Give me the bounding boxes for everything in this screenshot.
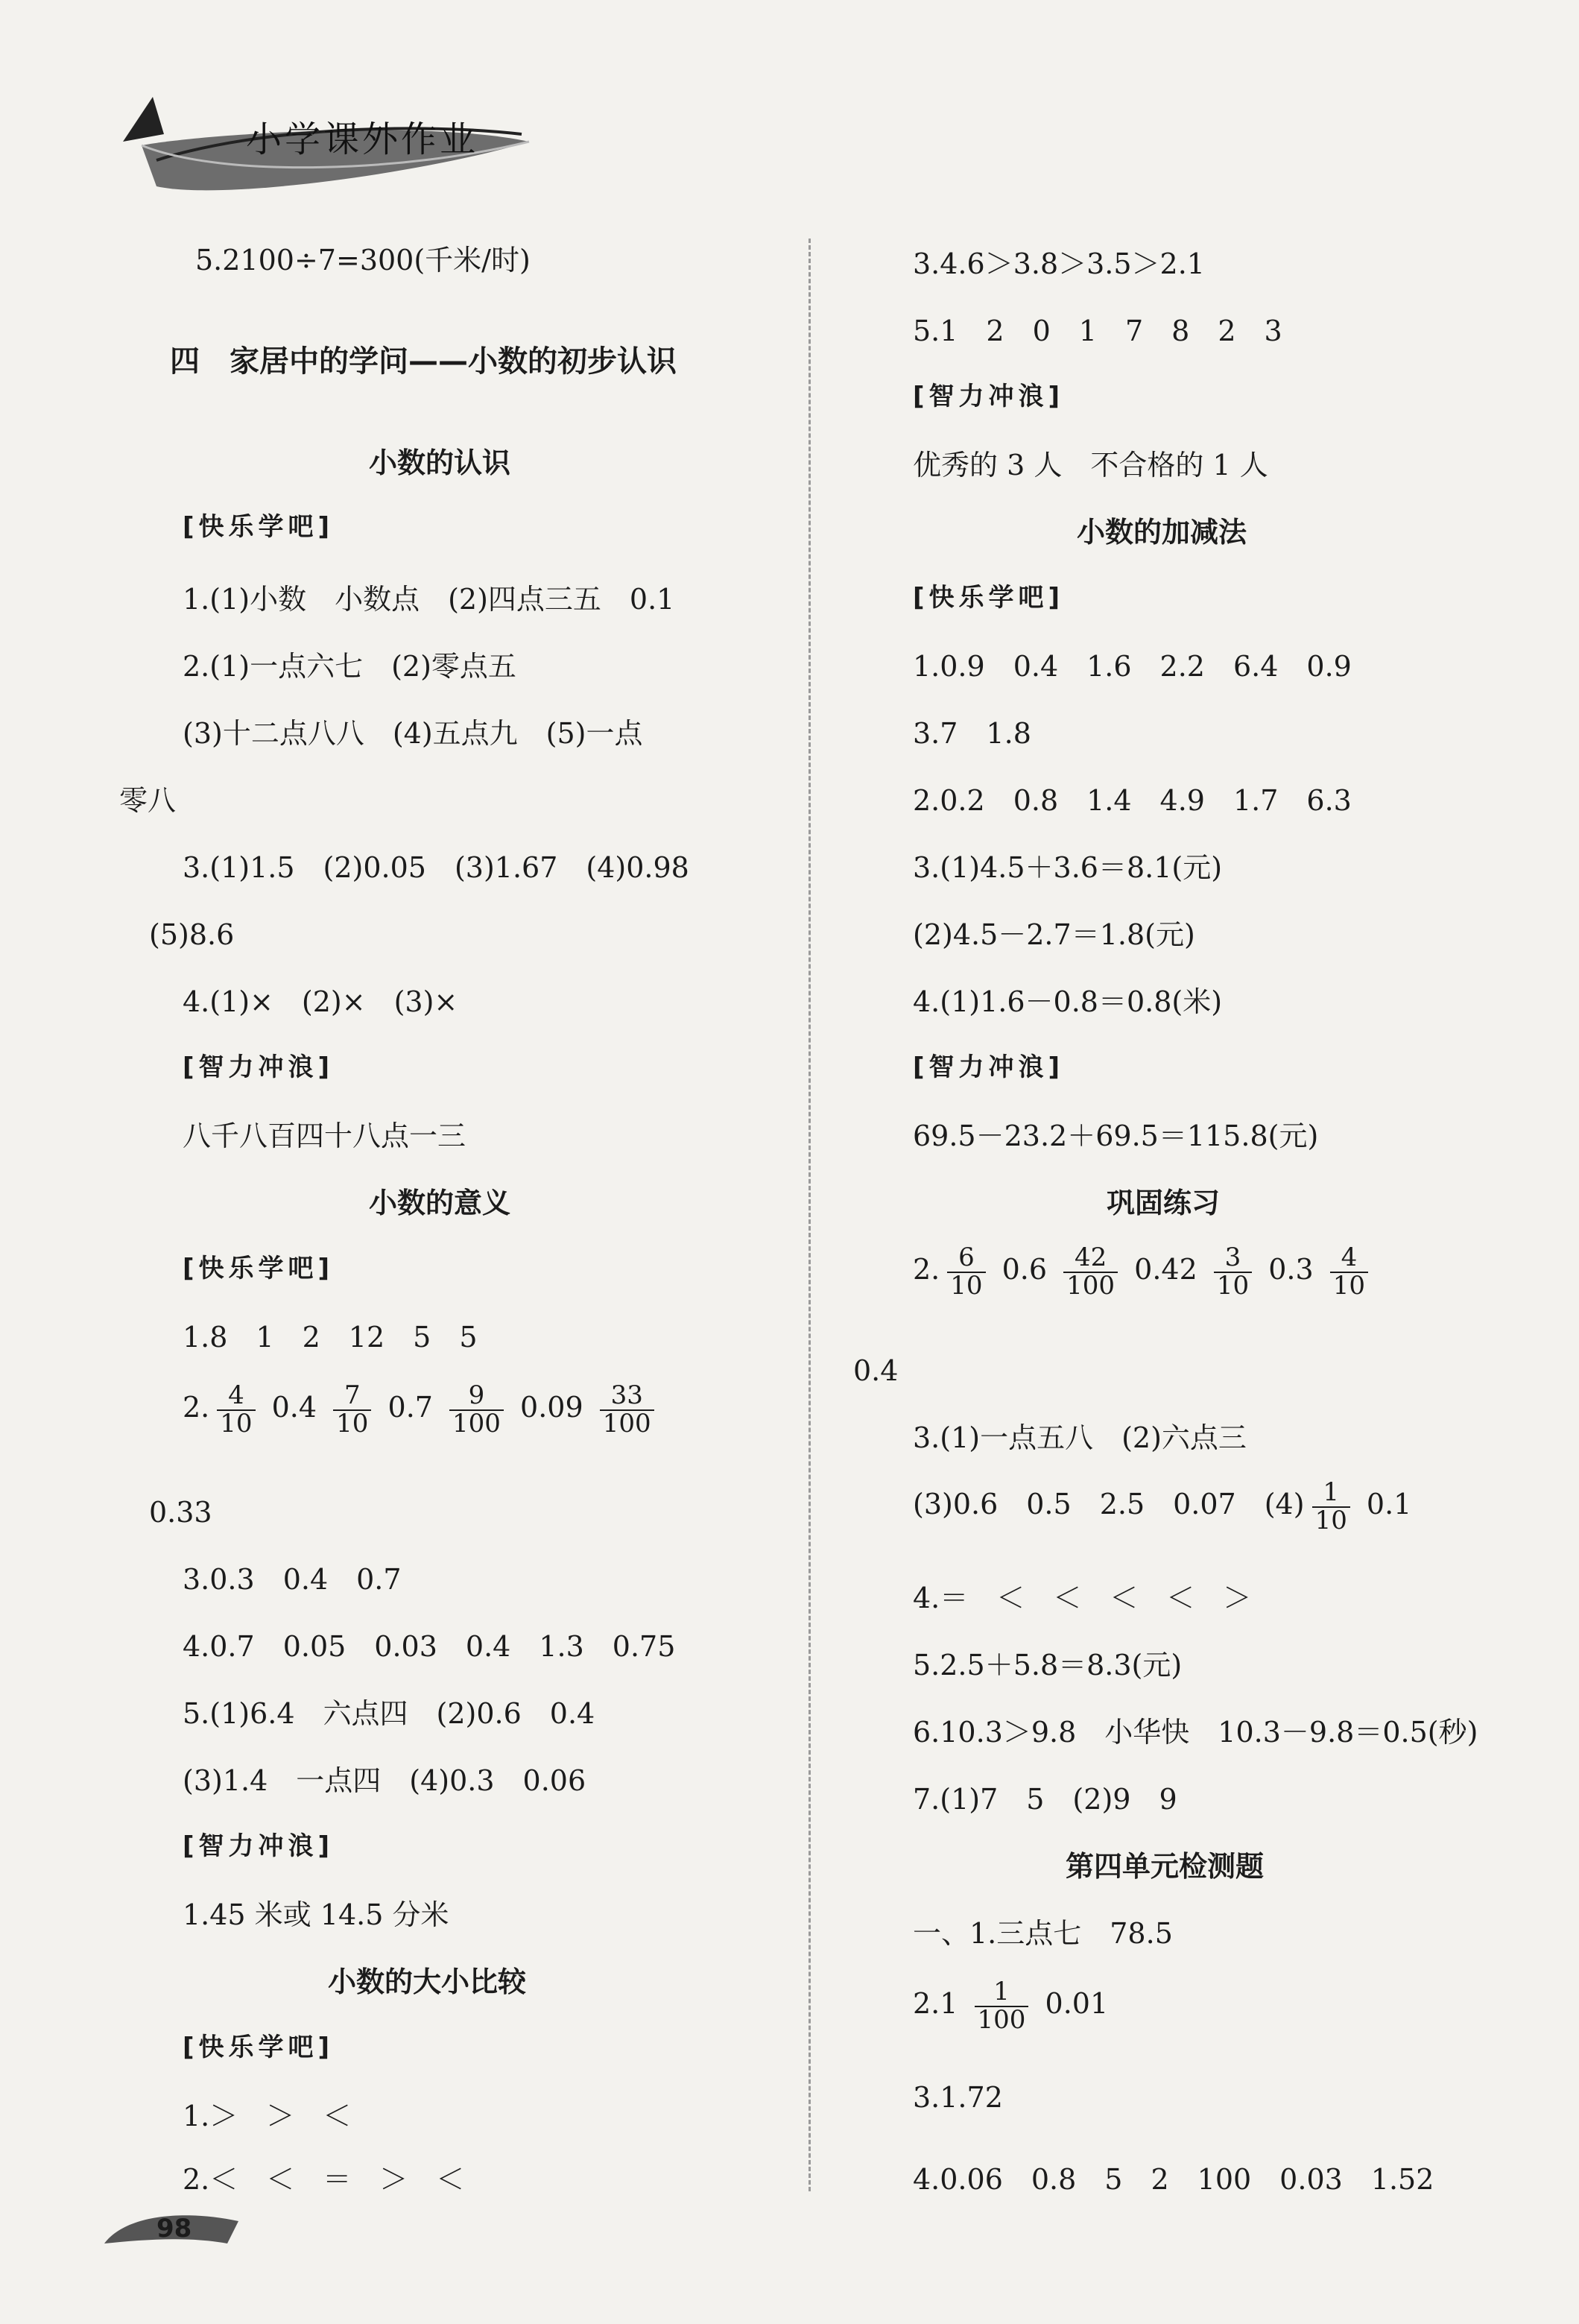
answer-line: 4.(1)× (2)× (3)×	[183, 985, 458, 1018]
answer-line: 0.33	[149, 1496, 212, 1529]
decimal: 0.6	[1001, 1253, 1048, 1286]
answer-line: (5)8.6	[149, 918, 235, 951]
numerator: 1	[1312, 1480, 1350, 1508]
denominator: 10	[1314, 1505, 1347, 1535]
numerator: 1	[975, 1979, 1029, 2007]
fraction	[449, 1380, 504, 1439]
section-title: 巩固练习	[1107, 1187, 1221, 1219]
section-tag: [智力冲浪]	[913, 1052, 1065, 1082]
answer-line: 1.45 米或 14.5 分米	[183, 1898, 449, 1931]
section-title: 小数的认识	[369, 446, 511, 479]
answer-line: 2.(1)一点六七 (2)零点五	[183, 650, 516, 683]
answer-line: 3.0.3 0.4 0.7	[183, 1563, 402, 1596]
answer-line: 4.＝ ＜ ＜ ＜ ＜ ＞	[913, 1582, 1252, 1614]
section-title: 小数的意义	[369, 1187, 511, 1219]
answer-line: 1.8 1 2 12 5 5	[183, 1321, 478, 1354]
section-tag: [快乐学吧]	[913, 583, 1065, 613]
answer-line: 优秀的 3 人 不合格的 1 人	[913, 449, 1268, 481]
denominator: 10	[1216, 1270, 1250, 1301]
decimal: 0.09	[520, 1391, 583, 1424]
decimal: 0.3	[1268, 1253, 1314, 1286]
fraction	[217, 1380, 255, 1439]
answer-line: 零八	[119, 784, 177, 817]
fraction	[975, 1979, 1029, 2033]
section-title: 小数的加减法	[1077, 516, 1247, 549]
section-tag: [快乐学吧]	[183, 1254, 335, 1283]
answer-line: 7.(1)7 5 (2)9 9	[913, 1783, 1177, 1816]
numerator: 9	[449, 1383, 504, 1411]
answer-line: 3.4.6＞3.8＞3.5＞2.1	[913, 247, 1205, 280]
decimal: 0.42	[1134, 1253, 1197, 1286]
fraction-line	[913, 1242, 1376, 1301]
answer-line: 5.(1)6.4 六点四 (2)0.6 0.4	[183, 1697, 595, 1730]
decimal: 0.01	[1045, 1987, 1109, 2021]
numerator: 4	[1330, 1245, 1368, 1273]
section-tag: [智力冲浪]	[913, 382, 1065, 411]
numerator: 3	[1214, 1245, 1252, 1273]
answer-line: 4.0.06 0.8 5 2 100 0.03 1.52	[913, 2163, 1434, 2196]
fraction	[1214, 1242, 1252, 1301]
answer-line: 3.(1)1.5 (2)0.05 (3)1.67 (4)0.98	[183, 851, 689, 884]
chapter-title: 四 家居中的学问——小数的初步认识	[170, 344, 677, 379]
answer-line: 3.(1)一点五八 (2)六点三	[913, 1421, 1247, 1454]
page-number-badge	[97, 2199, 246, 2258]
answer-line: 6.10.3＞9.8 小华快 10.3－9.8＝0.5(秒)	[913, 1716, 1478, 1749]
item-number: 2.	[183, 1391, 210, 1424]
fraction	[947, 1242, 985, 1301]
section-tag: [快乐学吧]	[183, 2033, 335, 2062]
item-number: 2.	[913, 1253, 940, 1286]
denominator: 10	[950, 1270, 983, 1301]
denominator: 10	[336, 1408, 369, 1439]
answer-line: (2)4.5－2.7＝1.8(元)	[913, 918, 1195, 951]
page-number: 98	[156, 2214, 192, 2244]
answer-line: 3.7 1.8	[913, 717, 1031, 750]
denominator: 100	[1066, 1270, 1116, 1301]
answer-text: (3)0.6 0.5 2.5 0.07 (4)	[913, 1488, 1305, 1521]
answer-line: 5.2100÷7=300(千米/时)	[195, 244, 531, 277]
answer-line: 1.(1)小数 小数点 (2)四点三五 0.1	[183, 583, 675, 616]
decimal: 0.4	[271, 1391, 317, 1424]
answer-line: 2.＜ ＜ ＝ ＞ ＜	[183, 2163, 465, 2196]
denominator: 100	[602, 1408, 651, 1439]
answer-line: 1.0.9 0.4 1.6 2.2 6.4 0.9	[913, 650, 1352, 683]
denominator: 10	[220, 1408, 253, 1439]
answer-line: 4.0.7 0.05 0.03 0.4 1.3 0.75	[183, 1630, 676, 1663]
header-banner	[112, 89, 544, 201]
section-title: 小数的大小比较	[328, 1965, 527, 1998]
answer-line: (3)十二点八八 (4)五点九 (5)一点	[183, 717, 643, 750]
fraction	[1330, 1242, 1368, 1301]
numerator: 4	[217, 1383, 255, 1411]
section-tag: [快乐学吧]	[183, 512, 335, 542]
column-divider	[809, 239, 811, 2191]
answer-line: 2.0.2 0.8 1.4 4.9 1.7 6.3	[913, 784, 1352, 817]
denominator: 10	[1332, 1270, 1366, 1301]
answer-text: 2.1	[913, 1987, 958, 2021]
fraction	[600, 1380, 654, 1439]
answer-line: 69.5－23.2＋69.5＝115.8(元)	[913, 1120, 1319, 1152]
numerator: 7	[333, 1383, 371, 1411]
section-title: 第四单元检测题	[1066, 1850, 1265, 1883]
denominator: 100	[452, 1408, 501, 1439]
header-title: 小学课外作业	[246, 119, 479, 160]
answer-line: 1.＞ ＞ ＜	[183, 2100, 352, 2132]
answer-line: 5.1 2 0 1 7 8 2 3	[913, 315, 1282, 347]
fraction-line	[913, 1979, 1108, 2033]
fraction	[1063, 1242, 1118, 1301]
answer-line: 一、1.三点七 78.5	[913, 1917, 1173, 1950]
answer-line: 0.4	[853, 1354, 899, 1387]
answer-line: (3)1.4 一点四 (4)0.3 0.06	[183, 1764, 586, 1797]
answer-line: 3.1.72	[913, 2081, 1003, 2114]
answer-line: 3.(1)4.5＋3.6＝8.1(元)	[913, 851, 1223, 884]
answer-line: 4.(1)1.6－0.8＝0.8(米)	[913, 985, 1223, 1018]
answer-line: 5.2.5＋5.8＝8.3(元)	[913, 1649, 1183, 1682]
fraction-line	[913, 1477, 1412, 1535]
numerator: 42	[1063, 1245, 1118, 1273]
numerator: 6	[947, 1245, 985, 1273]
section-tag: [智力冲浪]	[183, 1831, 335, 1861]
answer-line: 八千八百四十八点一三	[183, 1120, 466, 1152]
fraction	[1312, 1477, 1350, 1535]
decimal: 0.1	[1366, 1488, 1412, 1521]
fraction-line	[183, 1380, 662, 1439]
numerator: 33	[600, 1383, 654, 1411]
fraction	[333, 1380, 371, 1439]
section-tag: [智力冲浪]	[183, 1052, 335, 1082]
denominator: 100	[977, 2004, 1026, 2035]
decimal: 0.7	[387, 1391, 433, 1424]
